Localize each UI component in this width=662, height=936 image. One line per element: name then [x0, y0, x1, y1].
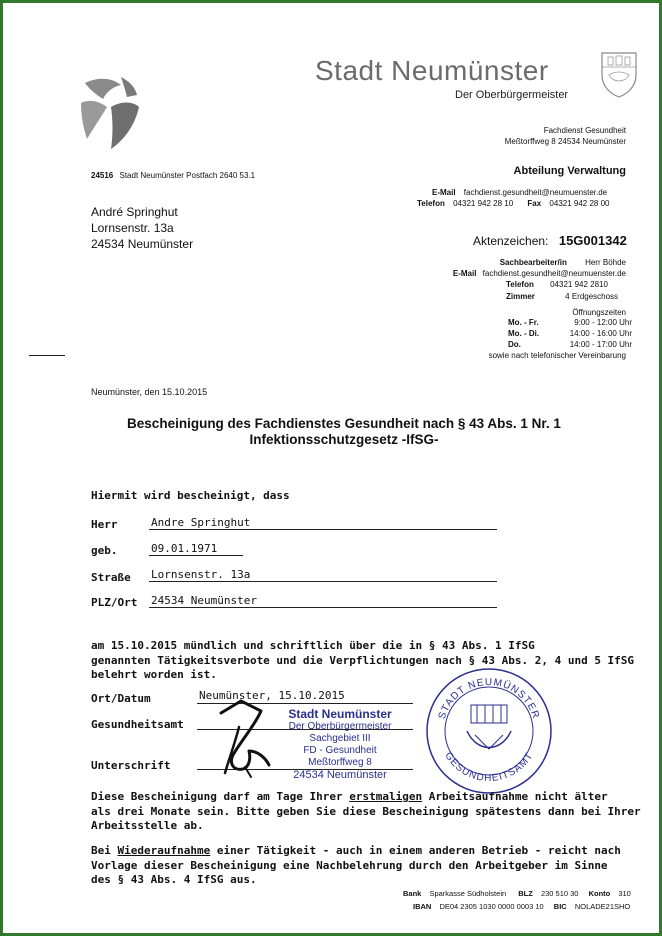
city-title: Stadt Neumünster [315, 55, 549, 86]
validity-line-1 [91, 790, 641, 805]
document-title [63, 416, 625, 448]
clerk-row [406, 257, 626, 268]
bank-row [403, 889, 631, 898]
header-phone-row [417, 198, 609, 209]
hours-time: 14:00 - 16:00 Uhr [569, 329, 632, 339]
coat-of-arms-icon [599, 49, 639, 99]
return-address-text: Stadt Neumünster Postfach 2640 53.1 [119, 171, 256, 180]
city-logo-icon [77, 73, 143, 153]
iban-value: DE04 2305 1030 0000 0003 10 [439, 902, 544, 911]
iban-label: IBAN [413, 902, 432, 911]
recipient-city: 24534 Neumünster [91, 237, 194, 251]
field-strasse-underline [149, 581, 497, 582]
hours-days: Do. [508, 340, 521, 350]
field-geb-value: 09.01.1971 [151, 542, 218, 555]
phone-value: 04321 942 28 10 [453, 199, 514, 208]
field-plz-underline [149, 607, 497, 608]
bank-name: Sparkasse Südholstein [429, 889, 507, 898]
field-strasse-value: Lornsenstr. 13a [151, 568, 251, 581]
round-seal-icon [423, 665, 555, 797]
field-strasse-label: Straße [91, 571, 131, 584]
resumption-line-1-underlined: Wiederaufnahme [117, 844, 211, 857]
iban-row [413, 902, 630, 911]
city-subtitle: Der Oberbürgermeister [455, 89, 569, 101]
contact-email-row [386, 268, 626, 279]
bic-value: NOLADE21SHO [574, 902, 631, 911]
seal-top-path: STADT NEUMÜNSTER [436, 676, 542, 721]
validity-line-3: Arbeitsstelle ab. [91, 819, 204, 832]
contact-phone-label: Telefon [506, 280, 534, 289]
hours-title: Öffnungszeiten [572, 308, 626, 317]
resumption-line-1 [91, 844, 621, 859]
fax-label: Fax [527, 199, 542, 208]
field-geb-label: geb. [91, 544, 118, 557]
hours-note: sowie nach telefonischer Vereinbarung [488, 351, 626, 360]
statement-line-2: genannten Tätigkeitsverbote und die Verpflichtungen nach § 43 Abs. 2, 4 und 5 IfSG [91, 653, 635, 667]
fold-mark [29, 355, 65, 356]
resumption-line-1-pre: Bei [91, 844, 118, 857]
resumption-line-3: des § 43 Abs. 4 IfSG aus. [91, 873, 257, 886]
hours-time: 9:00 - 12:00 Uhr [574, 318, 632, 327]
field-plz-value: 24534 Neumünster [151, 594, 257, 607]
seal-top-text [437, 677, 542, 721]
recipient-name: André Springhut [91, 205, 178, 219]
stamp-line-2: Der Oberbürgermeister [288, 721, 392, 732]
reference-label: Aktenzeichen: [473, 234, 549, 248]
hours-list [508, 317, 632, 351]
dept-name: Fachdienst Gesundheit [543, 126, 626, 135]
contact-email-label: E-Mail [452, 269, 477, 278]
recipient-street: Lornsenstr. 13a [91, 221, 174, 235]
return-address [91, 170, 255, 181]
validity-line-1-underlined: erstmaligen [349, 790, 423, 803]
clerk-label: Sachbearbeiter/in [499, 258, 567, 267]
field-herr-value: Andre Springhut [151, 516, 251, 529]
stamp-line-4: FD - Gesundheit [303, 745, 377, 756]
reference-value: 15G001342 [558, 233, 627, 248]
recipient-block [91, 204, 193, 252]
ort-label: Ort/Datum [91, 692, 151, 705]
bank-label: Bank [403, 889, 422, 898]
hours-row [508, 328, 632, 339]
hours-row [508, 339, 632, 350]
seal-bottom-text [442, 750, 535, 784]
dept-address: Meßtorffweg 8 24534 Neumünster [504, 137, 626, 146]
field-herr-label: Herr [91, 518, 118, 531]
title-line-1: Bescheinigung des Fachdienstes Gesundheit nach § 43 Abs. 1 Nr. 1 [127, 416, 561, 431]
hours-days: Mo. - Di. [508, 329, 540, 339]
blz-value: 230 510 30 [540, 889, 579, 898]
contact-room-value: 4 Erdgeschoss [565, 292, 619, 301]
intro-text: Hiermit wird bescheinigt, dass [91, 489, 290, 502]
contact-phone-value: 04321 942 2810 [550, 280, 608, 289]
resumption-line-2: Vorlage dieser Bescheinigung eine Nachbelehrung durch den Arbeitgeber im Sinne [91, 858, 608, 872]
resumption-text [91, 844, 621, 888]
title-line-2: Infektionsschutzgesetz -IfSG- [249, 432, 439, 447]
field-geb-underline [149, 555, 243, 556]
validity-line-1-pre: Diese Bescheinigung darf am Tage Ihrer [91, 790, 350, 803]
hours-days: Mo. - Fr. [508, 318, 539, 327]
phone-label: Telefon [417, 199, 445, 208]
hours-time: 14:00 - 17:00 Uhr [569, 340, 632, 350]
reference-row [473, 232, 627, 250]
department-name: Abteilung Verwaltung [513, 165, 626, 177]
email-label: E-Mail [432, 188, 456, 197]
contact-room-row [506, 291, 618, 302]
contact-phone-row [506, 279, 608, 290]
stamp-line-5: Meßtorffweg 8 [308, 757, 372, 768]
konto-label: Konto [588, 889, 611, 898]
date-line: Neumünster, den 15.10.2015 [91, 387, 208, 397]
validity-line-2: als drei Monate sein. Bitte geben Sie diese Bescheinigung spätestens dann bei Ihrer [91, 804, 641, 818]
clerk-value: Herr Böhde [585, 258, 626, 267]
stamp-line-1: Stadt Neumünster [288, 707, 392, 721]
validity-line-1-post: Arbeitsaufnahme nicht älter [422, 790, 608, 803]
konto-value: 310 [618, 889, 631, 898]
field-herr-underline [149, 529, 497, 530]
resumption-line-1-post: einer Tätigkeit - auch in einem anderen Betrieb - reicht nach [210, 844, 621, 857]
field-plz-label: PLZ/Ort [91, 596, 138, 609]
seal-bottom-path: GESUNDHEITSAMT [442, 750, 536, 785]
contact-room-label: Zimmer [506, 292, 535, 301]
header-email-row [432, 187, 607, 198]
stamp-line-6: 24534 Neumünster [293, 769, 387, 781]
statement-line-3: belehrt worden ist. [91, 668, 217, 681]
stamp-line-3: Sachgebiet III [309, 733, 371, 744]
ort-value: Neumünster, 15.10.2015 [199, 689, 345, 702]
hours-row [508, 317, 632, 328]
fax-value: 04321 942 28 00 [549, 199, 610, 208]
email-value: fachdienst.gesundheit@neumuenster.de [463, 188, 608, 197]
blz-label: BLZ [518, 889, 533, 898]
bic-label: BIC [553, 902, 567, 911]
statement-line-1: am 15.10.2015 mündlich und schriftlich über die in § 43 Abs. 1 IfSG [91, 639, 535, 652]
sig-label: Unterschrift [91, 759, 171, 772]
return-postcode: 24516 [91, 171, 114, 180]
amt-label: Gesundheitsamt [91, 718, 184, 731]
validity-text [91, 790, 641, 834]
contact-email-value: fachdienst.gesundheit@neumuenster.de [482, 269, 626, 278]
handwritten-signature [199, 691, 309, 783]
